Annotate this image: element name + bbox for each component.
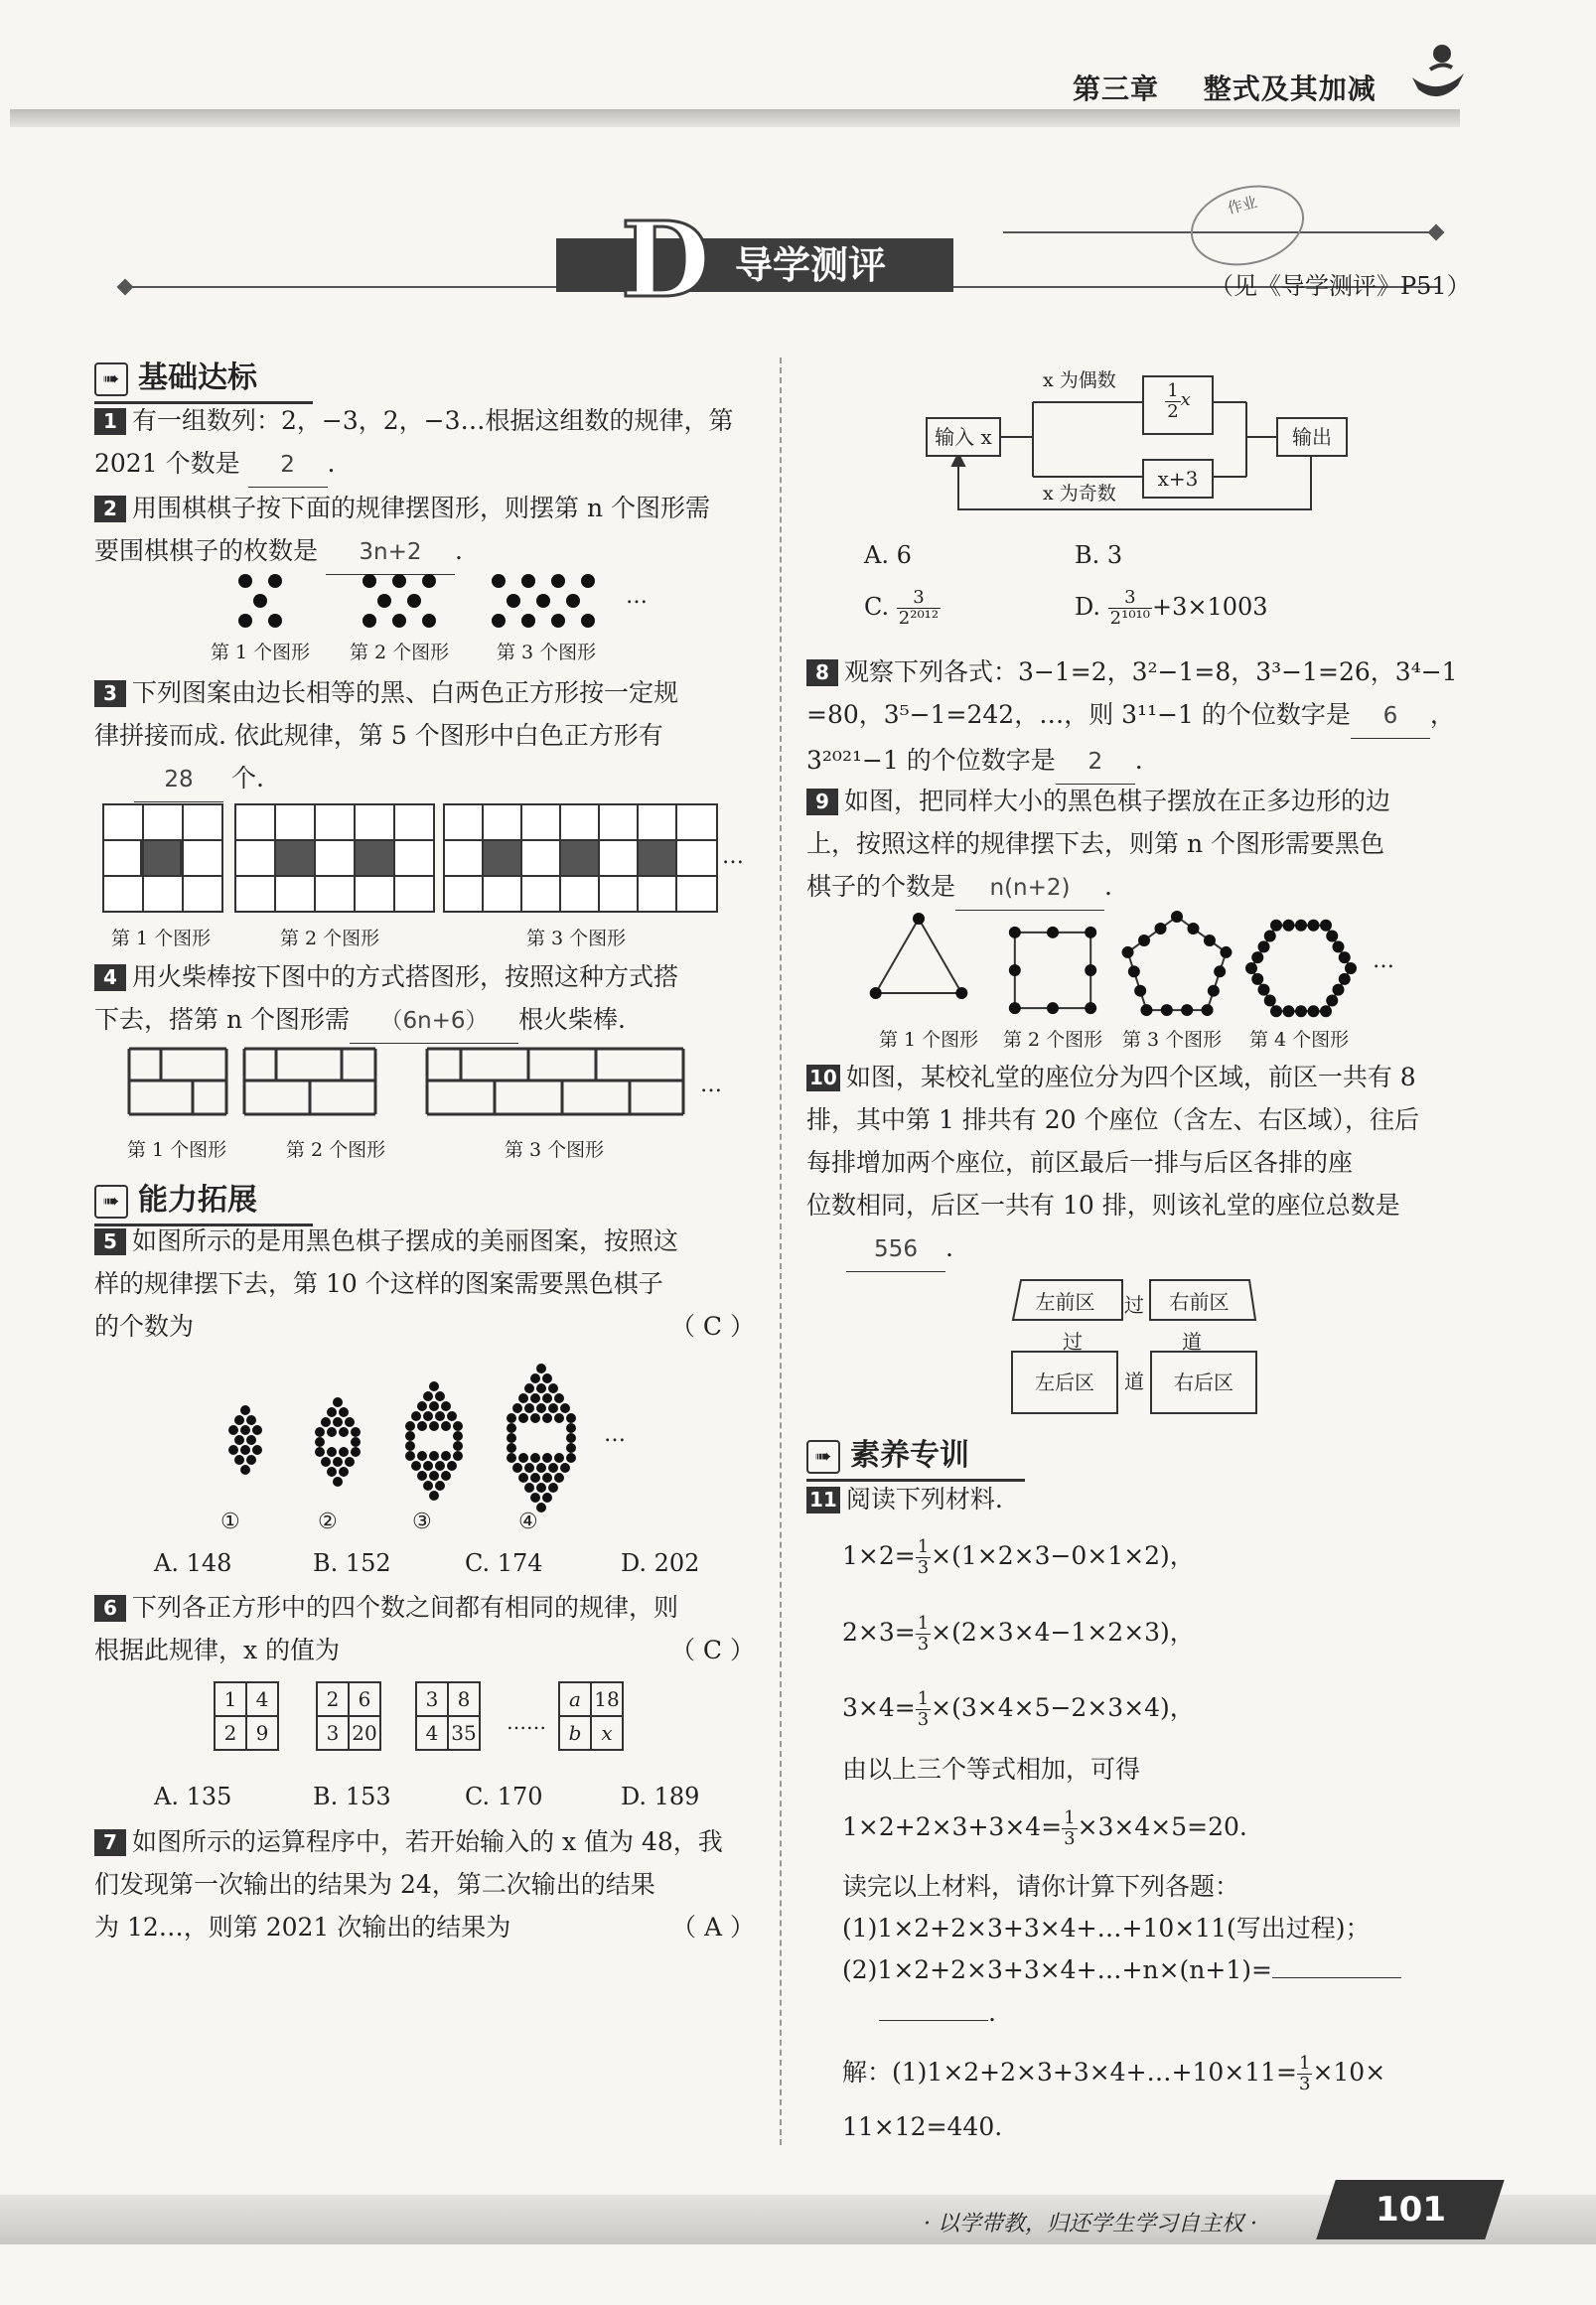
stone-dot (530, 1453, 540, 1463)
stone-dot (351, 1437, 361, 1447)
caption: 第 2 个图形 (280, 928, 380, 949)
stone-dot (1220, 946, 1232, 958)
caption: 第 1 个图形 (127, 1139, 227, 1161)
stone-dot (240, 1445, 250, 1455)
stone-dot (1009, 964, 1021, 976)
stone-dot (1258, 984, 1270, 996)
stone-dot (542, 1413, 552, 1423)
flow-half: $\frac{1}{2}$ x (1142, 375, 1214, 435)
stone-dot (228, 1425, 238, 1435)
stone-dot (411, 1461, 421, 1471)
stone-dot (405, 1421, 415, 1431)
stone-dot (548, 1463, 558, 1473)
option-b: B. 3 (1075, 541, 1123, 569)
question-number: 2 (94, 496, 126, 522)
stone-dot (548, 1403, 558, 1413)
stone-dot (417, 1451, 427, 1461)
stone-dot (351, 1447, 361, 1457)
stone-dot (435, 1391, 445, 1401)
homework-stamp: 作业 (1182, 174, 1312, 277)
stone-dot (518, 1393, 528, 1403)
stone-dot (429, 1421, 439, 1431)
stone-dot (530, 1373, 540, 1383)
stone-dot (345, 1457, 355, 1467)
stone-dot (333, 1457, 343, 1467)
caption: 第 3 个图形 (497, 642, 597, 663)
stone-dot (429, 1401, 439, 1411)
question-7: 7 如图所示的运算程序中，若开始输入的 x 值为 48，我 们发现第一次输出的结果为 24，第二次输出的结果 为 12…，则第 2021 次输出的结果为 （ A ） (94, 1820, 755, 1948)
stone-dot (246, 1415, 256, 1425)
question-6: 6 下列各正方形中的四个数之间都有相同的规律，则 根据此规律，x 的值为 （ C ） (94, 1586, 755, 1671)
stone-dot (518, 1413, 528, 1423)
option-a: A. 6 (864, 541, 912, 569)
stone-dot (1009, 927, 1021, 938)
caption: 第 3 个图形 (1122, 1029, 1223, 1051)
stone-dot (240, 1405, 250, 1415)
figure-label: ② (318, 1510, 338, 1534)
stone-dot (327, 1427, 337, 1437)
aisle-label: 过 (1124, 1293, 1144, 1317)
stone-dot (1138, 935, 1150, 946)
stone-dot (1085, 964, 1096, 976)
question-number: 3 (94, 680, 126, 707)
stone-dot (1326, 931, 1338, 942)
ellipsis: … (722, 844, 744, 869)
stone-dot (1202, 1004, 1214, 1016)
stone-dot (327, 1447, 337, 1457)
task-2-cont: . (879, 1991, 996, 2034)
chapter-header (1073, 68, 1410, 107)
stone-dot (1214, 965, 1226, 977)
caption: 第 4 个图形 (1249, 1029, 1350, 1051)
stone-dot (1085, 1002, 1096, 1014)
stone-dot (507, 1413, 516, 1423)
question-number: 8 (806, 659, 838, 686)
question-number: 1 (94, 408, 126, 435)
stone-dot (234, 1455, 244, 1465)
stone-dot (566, 1413, 576, 1423)
figure-label: ① (220, 1510, 240, 1534)
stone-dot (955, 987, 967, 999)
stone-dot (530, 1473, 540, 1483)
stone-dot (512, 1463, 522, 1473)
banner-title: 导学测评 (556, 238, 953, 292)
answer-blank: 2 (248, 444, 328, 488)
stone-dot (441, 1451, 451, 1461)
section-basic: ➠ 基础达标 (94, 353, 257, 396)
polygon-stone-figures (864, 909, 1380, 1018)
stone-dot (554, 1453, 564, 1463)
stone-dot (252, 1445, 262, 1455)
stone-dot (435, 1481, 445, 1491)
stone-dot (339, 1407, 349, 1417)
aisle-label: 过 (1063, 1330, 1083, 1354)
question-2: 2 用围棋棋子按下面的规律摆图形，则摆第 n 个图形需 要围棋棋子的枚数是 3n+2 . (94, 487, 755, 575)
stone-dot (453, 1431, 463, 1441)
stone-dot (913, 913, 925, 925)
question-4: 4 用火柴棒按下图中的方式搭图形，按照这种方式搭 下去，搭第 n 个图形需 （6n+6） 根火柴棒. (94, 955, 755, 1044)
stone-dot (405, 1431, 415, 1441)
stone-dot (1047, 1002, 1059, 1014)
stone-dot (507, 1423, 516, 1433)
banner-rule-end-left (117, 279, 134, 296)
stone-dot (435, 1461, 445, 1471)
polygon-outline (876, 919, 962, 993)
stone-dot (1161, 1004, 1173, 1016)
stone-dot (339, 1447, 349, 1457)
aisle-label: 道 (1182, 1330, 1202, 1354)
stone-dot (1047, 927, 1059, 938)
stone-dot (1251, 951, 1263, 963)
banner-letter: D (621, 199, 711, 321)
stone-dot (1264, 994, 1276, 1006)
caption: 第 1 个图形 (879, 1029, 979, 1051)
option-d: D. 202 (621, 1549, 700, 1577)
stone-dot (1308, 1005, 1320, 1017)
task-2: (2)1×2+2×3+3×4+…+n×(n+1)= (842, 1948, 1458, 1991)
number-square-3: 3 8 4 35 (415, 1681, 481, 1751)
flow-even-label: x 为偶数 (1043, 369, 1116, 391)
stone-dot (252, 1425, 262, 1435)
answer-blank: 6 (1351, 695, 1430, 739)
seat-left-front: 左前区 (1035, 1290, 1095, 1314)
solution-line-1: 解：(1)1×2+2×3+3×4+…+10×11= $\frac{1}{3}$ ×10× (842, 2053, 1386, 2094)
equation-2: 2×3= $\frac{1}{3}$ ×(2×3×4−1×2×3)， (842, 1613, 1195, 1655)
caption: 第 1 个图形 (211, 642, 311, 663)
stone-dot (518, 1453, 528, 1463)
header-band (10, 109, 1460, 127)
stone-dot (345, 1417, 355, 1427)
stone-dot (423, 1391, 433, 1401)
arrow-icon: ➠ (806, 1440, 840, 1474)
stone-dot (1283, 1005, 1295, 1017)
stone-dot (339, 1467, 349, 1477)
answer-blank: 28 (134, 759, 223, 802)
solution-line-2: 11×12=440. (842, 2112, 1003, 2141)
arrow-icon: ➠ (94, 362, 128, 396)
question-10: 10 如图，某校礼堂的座位分为四个区域，前区一共有 8 排，其中第 1 排共有 20 个座位（含左、右区域），往后 每排增加两个座位，前区最后一排与后区各排的座 位数相同，后区一共有 10 排，则该礼堂的座位总数是 556 . (806, 1056, 1472, 1272)
option-b: B. 153 (313, 1783, 391, 1810)
stone-dot (566, 1433, 576, 1443)
stone-dot (870, 987, 882, 999)
number-square-1: 1 4 2 9 (214, 1681, 279, 1751)
stone-dot (423, 1461, 433, 1471)
stone-dot (542, 1373, 552, 1383)
stone-dot (1204, 935, 1216, 946)
seat-right-back: 右后区 (1150, 1351, 1257, 1414)
stone-dot (417, 1401, 427, 1411)
stone-dot (423, 1411, 433, 1421)
question-number: 7 (94, 1829, 126, 1856)
diamond-stone-patterns (214, 1361, 631, 1529)
stone-dot (429, 1491, 439, 1501)
stone-dot (435, 1411, 445, 1421)
stone-dot (542, 1393, 552, 1403)
section-ability: ➠ 能力拓展 (94, 1175, 257, 1219)
stone-dot (1264, 931, 1276, 942)
stone-dot (405, 1441, 415, 1451)
stone-dot (554, 1413, 564, 1423)
stone-dot (1270, 920, 1282, 932)
arrow-icon: ➠ (94, 1185, 128, 1219)
stone-dot (240, 1465, 250, 1475)
stone-dot (1339, 951, 1351, 963)
caption: 第 2 个图形 (350, 642, 450, 663)
stone-dot (542, 1473, 552, 1483)
stone-dot (554, 1473, 564, 1483)
flow-output: 输出 (1276, 417, 1348, 457)
stone-dot (1295, 920, 1307, 932)
seat-right-front: 右前区 (1169, 1290, 1230, 1314)
stone-dot (542, 1493, 552, 1503)
aisle-label: 道 (1124, 1369, 1144, 1393)
stone-dot (327, 1407, 337, 1417)
stone-dot (321, 1457, 331, 1467)
stone-dot (1009, 1002, 1021, 1014)
option-a: A. 135 (154, 1783, 232, 1810)
stone-dot (1333, 940, 1345, 952)
stone-dot (453, 1421, 463, 1431)
stone-dot (429, 1471, 439, 1481)
stone-dot (548, 1483, 558, 1493)
answer-blank: （6n+6） (350, 1000, 518, 1044)
half-fraction: $\frac{1}{2}$ (1167, 380, 1179, 422)
stone-dot (1155, 923, 1167, 935)
stone-dot (554, 1393, 564, 1403)
stone-dot (1208, 985, 1220, 997)
ellipsis: … (1373, 948, 1394, 973)
stone-dot (246, 1455, 256, 1465)
option-c: C. $\frac{3}{\text{2²⁰¹²}}$ (864, 587, 940, 629)
stone-dot (536, 1383, 546, 1393)
stone-dot (530, 1493, 540, 1503)
stone-dot (441, 1471, 451, 1481)
stone-dot (512, 1403, 522, 1413)
stone-dot (560, 1463, 570, 1473)
flow-plus-three: x+3 (1142, 459, 1214, 499)
caption: 第 3 个图形 (526, 928, 627, 949)
stone-dot (1128, 965, 1140, 977)
answer-blank: 556 (846, 1228, 945, 1272)
choice-answer: （ C ） (669, 1636, 755, 1664)
option-c: C. 170 (465, 1783, 543, 1810)
stone-dot (429, 1451, 439, 1461)
question-number: 11 (806, 1487, 840, 1513)
sum-intro: 由以上三个等式相加，可得 (842, 1755, 1141, 1784)
stone-dot (333, 1477, 343, 1487)
question-3: 3 下列图案由边长相等的黑、白两色正方形按一定规 律拼接而成. 依此规律，第 5 个图形中白色正方形有 28 个. (94, 671, 755, 802)
option-c: C. 174 (465, 1549, 543, 1577)
task-1: (1)1×2+2×3+3×4+…+10×11(写出过程)； (842, 1914, 1371, 1943)
stone-dot (542, 1453, 552, 1463)
stone-dot (423, 1481, 433, 1491)
caption: 第 2 个图形 (1003, 1029, 1103, 1051)
stone-dot (530, 1413, 540, 1423)
stone-dot (333, 1417, 343, 1427)
stone-dot (507, 1453, 516, 1463)
stone-dot (453, 1451, 463, 1461)
reference-note: （见《导学测评》P51） (1210, 272, 1471, 300)
stone-dot (417, 1421, 427, 1431)
stone-dot (536, 1463, 546, 1473)
stone-dot (566, 1453, 576, 1463)
stone-dot (548, 1383, 558, 1393)
stone-dot (1295, 1005, 1307, 1017)
stone-dot (1339, 973, 1351, 985)
stone-dot (1258, 940, 1270, 952)
ellipsis: … (626, 584, 648, 609)
stone-dot (351, 1427, 361, 1437)
stone-dot (411, 1411, 421, 1421)
stone-dot (524, 1383, 534, 1393)
figure-label: ④ (518, 1510, 538, 1534)
stone-dot (240, 1425, 250, 1435)
polygon-outline (1015, 933, 1090, 1008)
stone-dot (447, 1461, 457, 1471)
figure-label: ③ (412, 1510, 432, 1534)
stone-dot (1134, 985, 1146, 997)
stone-dot (1245, 962, 1257, 974)
equation-3: 3×4= $\frac{1}{3}$ ×(3×4×5−2×3×4)， (842, 1688, 1195, 1730)
stone-dot (1333, 984, 1345, 996)
stone-dot (536, 1364, 546, 1373)
answer-blank: n(n+2) (955, 867, 1104, 911)
question-9: 9 如图，把同样大小的黑色棋子摆放在正多边形的边 上，按照这样的规律摆下去，则第 n 个图形需要黑色 棋子的个数是 n(n+2) . (806, 780, 1472, 911)
stone-dot (417, 1471, 427, 1481)
stone-dot (1345, 962, 1357, 974)
stone-dot (524, 1483, 534, 1493)
stone-dot (536, 1403, 546, 1413)
stone-dot (1320, 1005, 1332, 1017)
section-literacy: ➠ 素养专训 (806, 1430, 969, 1474)
stone-dot (441, 1421, 451, 1431)
stone-dot (228, 1445, 238, 1455)
stone-pattern-figures (238, 574, 648, 629)
stone-dot (405, 1451, 415, 1461)
chapter-title: 整式及其加减 (1203, 72, 1377, 105)
stone-dot (1122, 946, 1134, 958)
question-5: 5 如图所示的是用黑色棋子摆成的美丽图案，按照这 样的规律摆下去，第 10 个这样的图案需要黑色棋子 的个数为 （ C ） (94, 1220, 755, 1348)
banner-rule-end-right (1428, 224, 1445, 241)
matchstick-figures (127, 1045, 703, 1124)
stone-dot (447, 1411, 457, 1421)
task-intro: 读完以上材料，请你计算下列各题： (842, 1872, 1240, 1901)
stone-dot (429, 1381, 439, 1391)
stone-dot (1283, 920, 1295, 932)
choice-answer: （ A ） (671, 1913, 755, 1942)
stone-dot (234, 1435, 244, 1445)
question-number: 4 (94, 964, 126, 991)
stone-dot (327, 1467, 337, 1477)
option-d: D. $\frac{3}{\text{2¹⁰¹⁰}}$ +3×1003 (1075, 587, 1268, 629)
column-divider (780, 358, 782, 2145)
stone-dot (1320, 920, 1332, 932)
flow-input: 输入 x (926, 417, 1001, 457)
question-8: 8 观察下列各式：3−1=2，3²−1=8，3³−1=26，3⁴−1 =80，3⁵−1=242，…，则 3¹¹−1 的个位数字是 6 ， 3²⁰²¹−1 的个位数字是 2 . (806, 650, 1472, 785)
number-square-2: 2 6 3 20 (316, 1681, 381, 1751)
stone-dot (1085, 927, 1096, 938)
stone-dot (1171, 911, 1183, 923)
question-11: 11 阅读下列材料. (806, 1478, 1472, 1520)
stone-dot (333, 1397, 343, 1407)
question-1: 1 有一组数列：2，−3，2，−3…根据这组数的规律，第 2021 个数是 2 . (94, 399, 755, 488)
stone-dot (453, 1441, 463, 1451)
stone-dot (536, 1483, 546, 1493)
choice-answer: （ C ） (669, 1312, 755, 1341)
flow-odd-label: x 为奇数 (1043, 483, 1116, 504)
stone-dot (1140, 1004, 1152, 1016)
stone-dot (507, 1443, 516, 1453)
caption: 第 2 个图形 (286, 1139, 386, 1161)
option-d: D. 189 (621, 1783, 700, 1810)
sum-equation: 1×2+2×3+3×4= $\frac{1}{3}$ ×3×4×5=20. (842, 1807, 1247, 1849)
seat-left-back: 左后区 (1011, 1351, 1118, 1414)
stone-dot (560, 1403, 570, 1413)
stone-dot (1181, 1004, 1193, 1016)
stone-dot (1308, 920, 1320, 932)
option-a: A. 148 (154, 1549, 232, 1577)
book-logo-icon (1408, 40, 1468, 109)
number-square-4: a 18 b x (558, 1681, 624, 1751)
stone-dot (234, 1415, 244, 1425)
stone-dot (507, 1433, 516, 1443)
stone-dot (246, 1435, 256, 1445)
answer-blank: 2 (1056, 741, 1135, 785)
stone-dot (566, 1423, 576, 1433)
stone-dot (524, 1463, 534, 1473)
ellipsis: … (700, 1073, 722, 1097)
caption: 第 3 个图形 (505, 1139, 605, 1161)
question-number: 9 (806, 789, 838, 815)
stone-dot (1270, 1005, 1282, 1017)
answer-blank: 3n+2 (326, 531, 455, 575)
stone-dot (1251, 973, 1263, 985)
stone-dot (315, 1427, 325, 1437)
stone-dot (315, 1447, 325, 1457)
ellipsis: …… (507, 1710, 546, 1734)
page-number: 101 (1316, 2180, 1504, 2239)
question-number: 5 (94, 1228, 126, 1255)
stone-dot (518, 1473, 528, 1483)
stone-dot (441, 1401, 451, 1411)
option-b: B. 152 (313, 1549, 391, 1577)
chapter-number: 第三章 (1073, 72, 1160, 105)
equation-1: 1×2= $\frac{1}{3}$ ×(1×2×3−0×1×2)， (842, 1536, 1195, 1578)
caption: 第 1 个图形 (111, 928, 212, 949)
stone-dot (530, 1393, 540, 1403)
stone-dot (1326, 994, 1338, 1006)
stone-dot (524, 1403, 534, 1413)
question-number: 10 (806, 1065, 840, 1091)
stone-dot (1187, 923, 1199, 935)
question-number: 6 (94, 1595, 126, 1622)
stone-dot (339, 1427, 349, 1437)
stone-dot (566, 1443, 576, 1453)
footer-slogan: · 以学带教，归还学生学习自主权 · (924, 2212, 1257, 2236)
stone-dot (321, 1417, 331, 1427)
tile-pattern-figures (101, 802, 737, 917)
ellipsis: … (604, 1422, 626, 1447)
stone-dot (315, 1437, 325, 1447)
